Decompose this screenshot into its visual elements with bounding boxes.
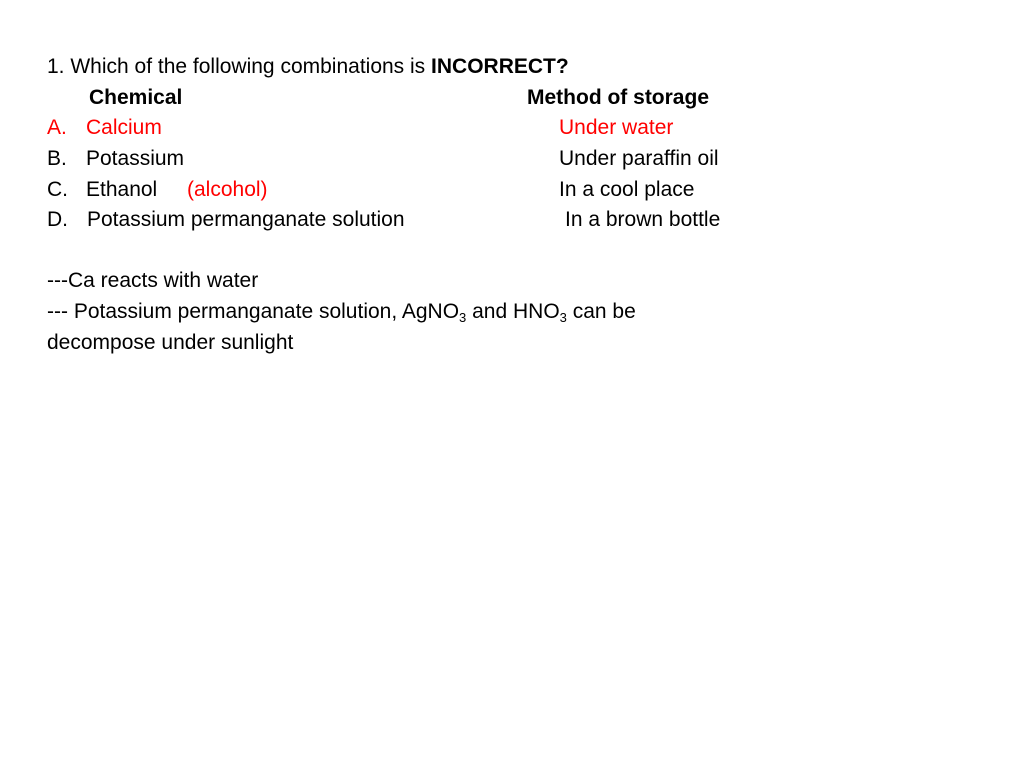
note-text-c: can be [566,300,636,323]
option-c-storage: In a cool place [559,178,695,201]
option-b-storage: Under paraffin oil [559,147,719,170]
option-d-storage: In a brown bottle [565,208,721,231]
option-d-chemical: Potassium permanganate solution [87,208,405,231]
option-a-chemical: Calcium [86,116,162,139]
note-subscript-1: 3 [459,310,467,325]
question-line [47,55,569,79]
note-decompose-line1 [47,300,636,324]
header-chemical: Chemical [89,86,183,109]
note-text-a: --- Potassium permanganate solution, AgNO [47,300,460,323]
option-c-letter: C. [47,178,68,201]
option-b-letter: B. [47,147,67,170]
header-storage: Method of storage [527,86,709,109]
option-c-chemical: Ethanol [86,178,158,201]
note-text-b: and HNO [466,300,560,323]
note-decompose-line2: decompose under sunlight [47,331,294,354]
question-text: 1. Which of the following combinations is [47,55,432,78]
note-subscript-2: 3 [559,310,567,325]
option-a-letter: A. [47,116,67,139]
option-d-letter: D. [47,208,68,231]
question-emphasis: INCORRECT? [431,55,569,78]
option-b-chemical: Potassium [86,147,185,170]
option-c-note: (alcohol) [187,178,268,201]
note-ca-water: ---Ca reacts with water [47,269,259,292]
option-a-storage: Under water [559,116,674,139]
